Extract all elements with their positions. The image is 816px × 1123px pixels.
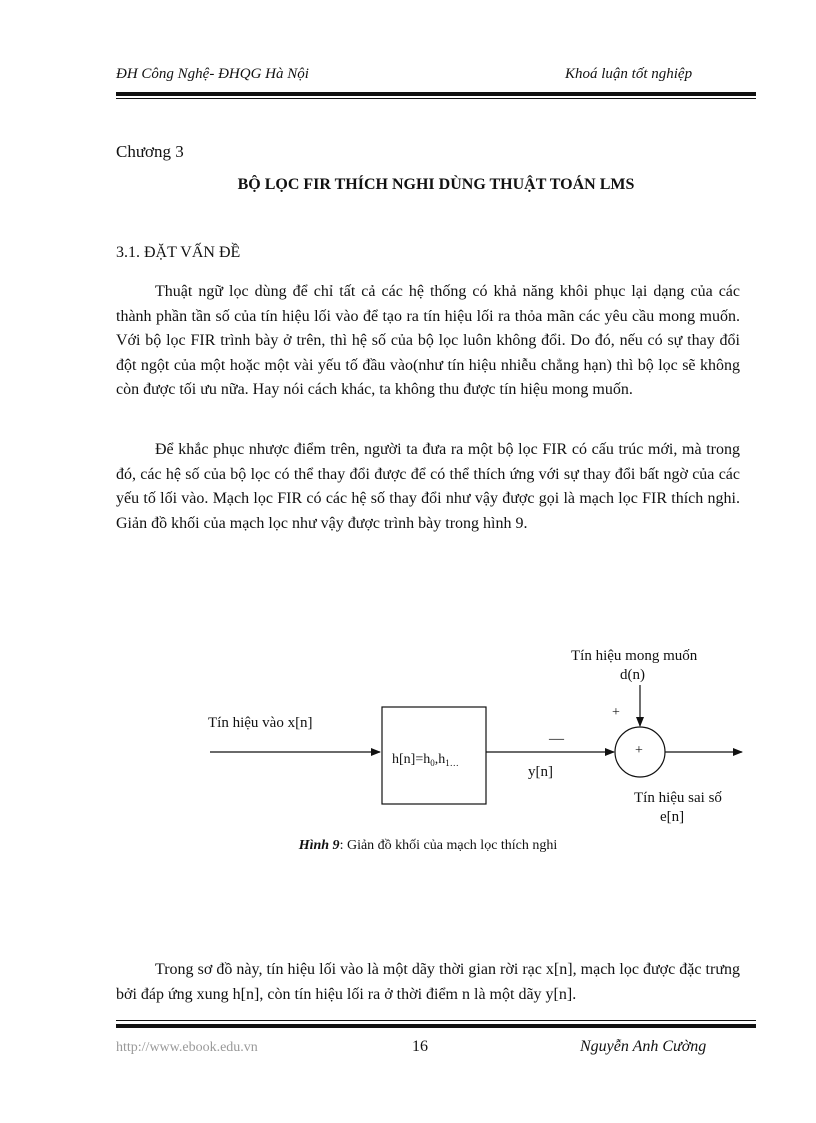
filter-label: $h[n]=h_0,h_{1\dots}$ — [392, 752, 459, 768]
desired-symbol: d(n) — [620, 667, 645, 683]
footer-author: Nguyễn Anh Cường — [580, 1038, 707, 1055]
plus-sign: + — [612, 705, 620, 720]
chapter-title: BỘ LỌC FIR THÍCH NGHI DÙNG THUẬT TOÁN LMS — [237, 176, 635, 193]
header-institution: ĐH Công Nghệ- ĐHQG Hà Nội — [116, 66, 309, 82]
minus-sign: — — [549, 731, 564, 747]
error-label: Tín hiệu sai số — [634, 790, 722, 806]
footer-rule-thin — [116, 1020, 756, 1021]
header-document-type: Khoá luận tốt nghiệp — [565, 66, 693, 82]
header-rule-thick — [116, 92, 756, 96]
figure-caption-prefix: Hình 9 — [298, 838, 340, 853]
figure-caption — [116, 838, 740, 854]
footer-url-link[interactable]: http://www.ebook.edu.vn — [116, 1040, 258, 1055]
paragraph-3: Trong sơ đồ này, tín hiệu lối vào là một dãy thời gian rời rạc x[n], mạch lọc được đặc trưng bởi đáp ứng xung h[n], còn tín hiệu lối ra ở thời điểm n là một dãy y[n]. — [116, 961, 740, 1003]
error-symbol: e[n] — [660, 809, 685, 825]
output-label: y[n] — [528, 764, 553, 780]
paragraph-1: Thuật ngữ lọc dùng để chỉ tất cả các hệ thống có khả năng khôi phục lại dạng của các thành phần tần số của tín hiệu lối vào để tạo ra tín hiệu lối ra thỏa mãn các yêu cầu mong muốn. Với bộ lọc FIR trình bày ở trên, thì hệ số của bộ lọc luôn không đổi. Do đó, nếu có sự thay đổi đột ngột của một hoặc một vài yếu tố đầu vào(như tín hiệu nhiễu chẳng hạn) thì bộ lọc sẽ không còn được tối ưu nữa. Hay nói cách khác, ta không thu được tín hiệu mong muốn. — [116, 283, 740, 398]
page-number: 16 — [412, 1038, 428, 1055]
summer-symbol: + — [635, 743, 643, 758]
input-label: Tín hiệu vào x[n] — [208, 715, 313, 731]
chapter-label: Chương 3 — [116, 142, 184, 161]
desired-label: Tín hiệu mong muốn — [571, 648, 698, 664]
footer-rule-thick — [116, 1024, 756, 1028]
section-heading: 3.1. ĐẶT VẤN ĐỀ — [116, 244, 241, 261]
header-rule-thin — [116, 98, 756, 99]
paragraph-2: Để khắc phục nhược điểm trên, người ta đưa ra một bộ lọc FIR có cấu trúc mới, mà trong đó, các hệ số của bộ lọc có thể thay đổi được để có thể thích ứng với sự thay đổi bất ngờ của các yếu tố lối vào. Mạch lọc FIR có các hệ số thay đổi như vậy được gọi là mạch lọc FIR thích nghi. Giản đồ khối của mạch lọc như vậy được trình bày trong hình 9. — [116, 441, 740, 532]
block-diagram — [0, 630, 816, 830]
figure-caption-text: : Giản đồ khối của mạch lọc thích nghi — [339, 838, 558, 853]
